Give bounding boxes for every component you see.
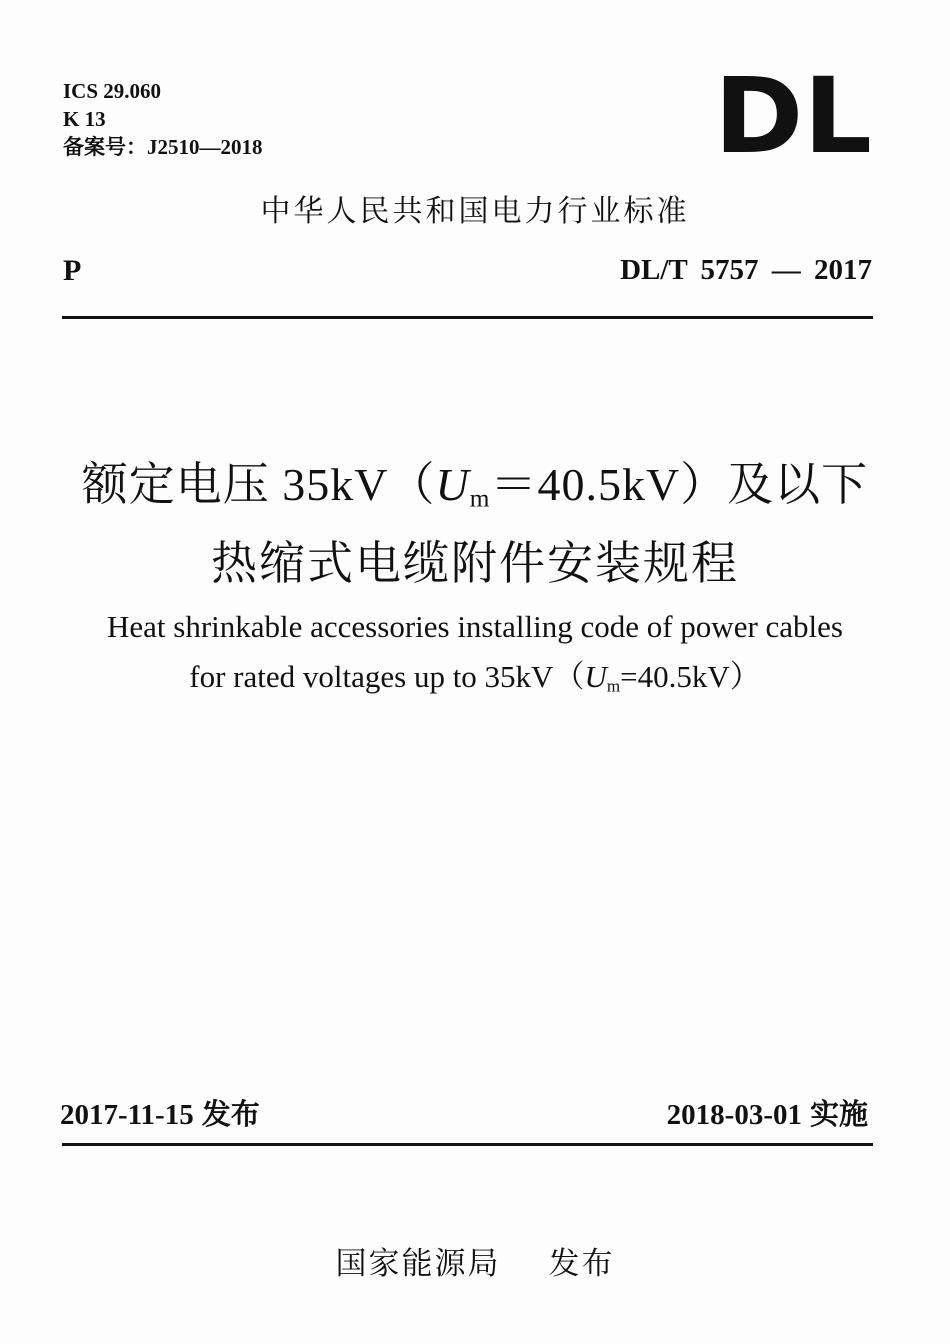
issuer-name: 国家能源局 [335,1246,501,1282]
title-cn-suffix: ＝40.5kV）及以下 [490,459,869,510]
issue-date: 2017-11-15 [60,1099,194,1131]
issuer-line [0,1238,950,1283]
title-en-line1: Heat shrinkable accessories installing code of power cables [107,609,843,644]
top-divider [62,316,873,319]
effective-date: 2018-03-01 [666,1099,802,1131]
title-cn-line1 [0,448,950,514]
title-cn-subscript: m [469,484,491,513]
title-cn-symbol: U [435,459,470,510]
title-en-prefix: for rated voltages up to 35kV（ [189,659,585,694]
title-en-suffix: =40.5kV） [620,659,761,694]
record-number-value: J2510—2018 [147,135,263,159]
record-number [63,134,263,160]
title-cn-line2: 热缩式电缆附件安装规程 [211,538,739,589]
effective-label: 实施 [809,1097,868,1131]
standard-number: DL/T 5757 — 2017 [620,254,872,286]
dl-logo-icon [714,74,874,156]
class-letter: P [63,254,82,287]
issue-label: 发布 [201,1097,260,1131]
bottom-divider [62,1143,873,1146]
title-cn-prefix: 额定电压 35kV（ [81,459,436,510]
standard-category: 中华人民共和国电力行业标准 [260,194,690,229]
dl-logo-text: DL [714,74,872,156]
title-en-symbol: U [584,659,607,694]
issue-date-block [60,1092,260,1133]
title-en-line2 [0,651,950,696]
issuer-action: 发布 [548,1246,615,1282]
record-label: 备案号： [63,135,147,159]
ics-code: ICS 29.060 [63,79,162,103]
ccs-code: K 13 [63,107,106,131]
effective-date-block [667,1092,868,1133]
title-en-subscript: m [606,676,621,696]
